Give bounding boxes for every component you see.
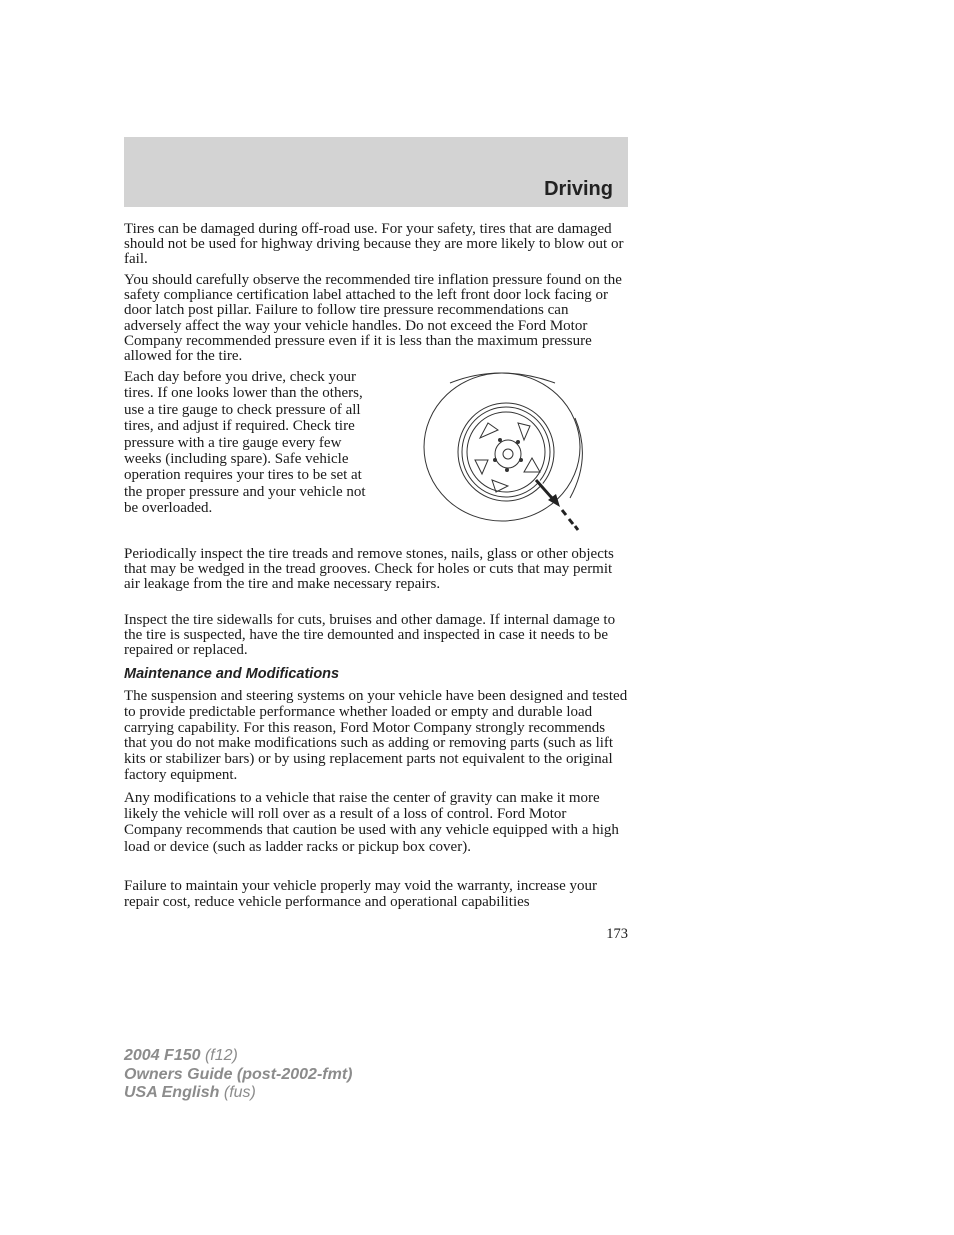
footer-model: 2004 F150: [124, 1047, 201, 1064]
footer-language-code: (fus): [223, 1084, 256, 1101]
subheading-maintenance: Maintenance and Modifications: [124, 666, 340, 682]
paragraph-tread-inspection: Periodically inspect the tire treads and remove stones, nails, glass or other objects that may be wedged in the tread grooves. Check for holes or cuts that may permit air leakage from the tire and make necessary repairs.: [124, 546, 614, 593]
footer-guide-name: Owners Guide (post-2002-fmt): [124, 1065, 353, 1083]
tire-valve-stem-illustration: [420, 368, 590, 534]
section-header-band: [124, 137, 628, 207]
document-footer: [124, 1047, 352, 1103]
footer-language: USA English: [124, 1084, 220, 1101]
paragraph-maintenance-warranty: Failure to maintain your vehicle properly may void the warranty, increase your repair cost, reduce vehicle performance and operational capabilities: [124, 878, 598, 911]
footer-model-code: (f12): [204, 1047, 238, 1064]
section-title: Driving: [544, 178, 613, 200]
paragraph-center-of-gravity: Any modifications to a vehicle that raise the center of gravity can make it more likely the vehicle will roll over as a result of a loss of control. Ford Motor Company recommends that caution be used with any vehicle equipped with a high load or device (such as ladder racks or pickup box cover).: [124, 790, 619, 855]
paragraph-offroad-damage: Tires can be damaged during off-road use. For your safety, tires that are damaged should not be used for highway driving because they are more likely to blow out or fail.: [124, 221, 624, 268]
footer-language-line: [124, 1084, 352, 1103]
paragraph-inflation-pressure: You should carefully observe the recommended tire inflation pressure found on the safety compliance certification label attached to the left front door lock facing or door latch post pillar. Failure to follow tire pressure recommendations can adversely affect the way your vehicle handles. Do not exceed the Ford Motor Company recommended pressure even if it is less than the maximum pressure allowed for the tire.: [124, 272, 622, 365]
valve-stem-arrow-icon: [536, 479, 578, 530]
paragraph-sidewall-inspection: Inspect the tire sidewalls for cuts, bruises and other damage. If internal damage to the tire is suspected, have the tire demounted and inspected in case it needs to be repaired or replaced.: [124, 612, 616, 659]
paragraph-suspension-steering: The suspension and steering systems on your vehicle have been designed and tested to provide predictable performance whether loaded or empty and durable load carrying capability. For this reason, Ford Motor Company strongly recommends that you do not make modifications such as adding or removing parts (such as lift kits or stabilizer bars) or by using replacement parts not equivalent to the original factory equipment.: [124, 688, 628, 783]
footer-model-line: [124, 1047, 352, 1066]
page-number: 173: [606, 926, 628, 942]
paragraph-daily-check: Each day before you drive, check your tires. If one looks lower than the others, use a tire gauge to check pressure of all tires, and adjust if required. Check tire pressure with a tire gauge every few weeks (including spare). Safe vehicle operation requires your tires to be set at the proper pressure and your vehicle not be overloaded.: [124, 369, 366, 517]
